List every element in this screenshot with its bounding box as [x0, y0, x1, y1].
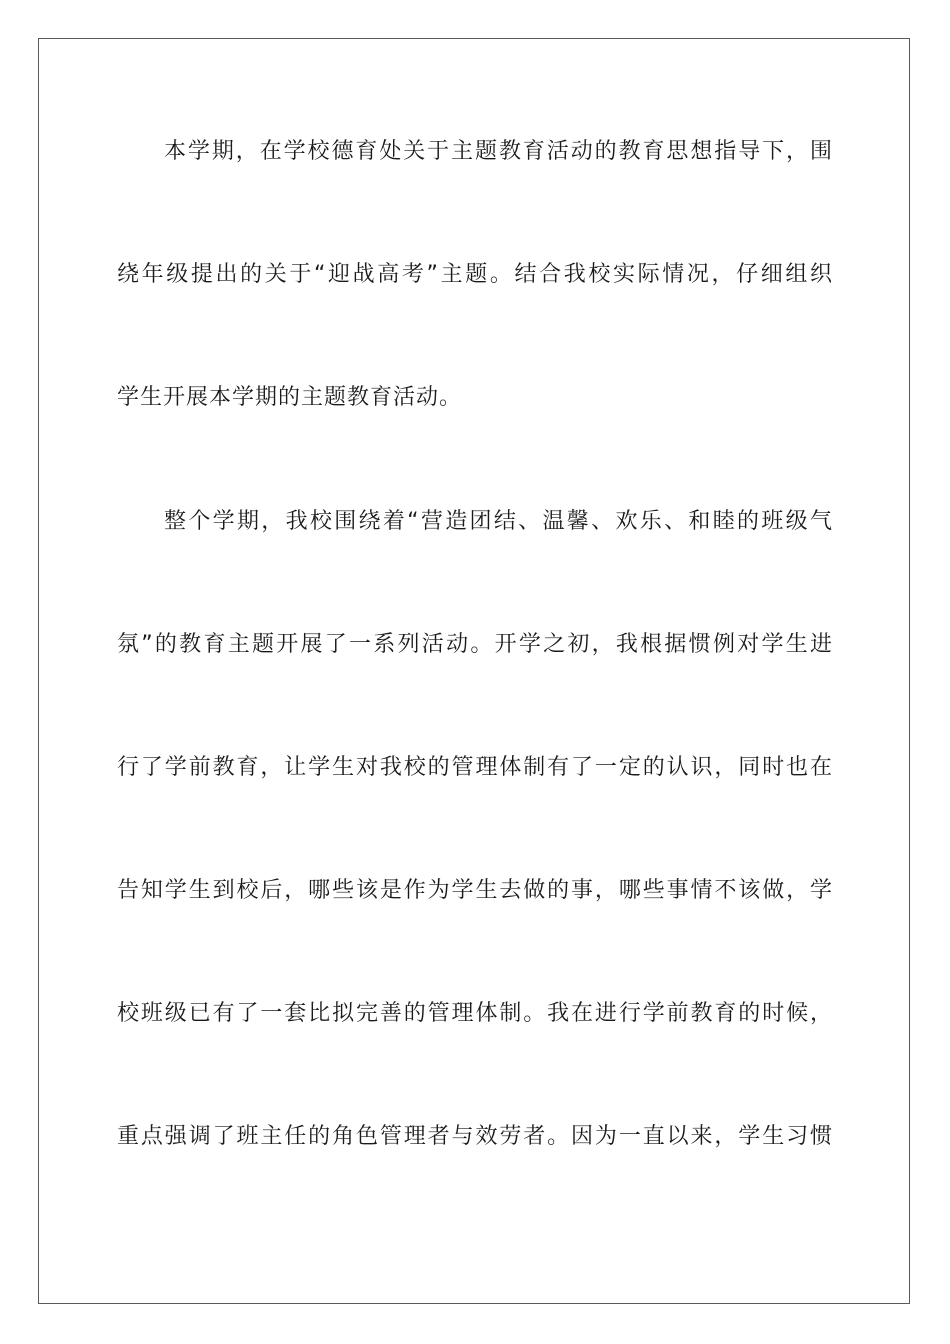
text-line: 行了学前教育，让学生对我校的管理体制有了一定的认识，同时也在 [117, 755, 833, 780]
text-line: 绕年级提出的关于“迎战高考”主题。结合我校实际情况，仔细组织 [117, 262, 833, 287]
text-line: 重点强调了班主任的角色管理者与效劳者。因为一直以来，学生习惯 [117, 1124, 833, 1149]
text-line: 告知学生到校后，哪些该是作为学生去做的事，哪些事情不该做，学 [117, 878, 833, 903]
text-line: 氛”的教育主题开展了一系列活动。开学之初，我根据惯例对学生进 [117, 632, 833, 657]
page-border [38, 38, 910, 1304]
text-line: 整个学期，我校围绕着“营造团结、温馨、欢乐、和睦的班级气 [164, 509, 833, 534]
text-line: 学生开展本学期的主题教育活动。 [117, 385, 463, 410]
text-line: 本学期，在学校德育处关于主题教育活动的教育思想指导下，围 [164, 139, 833, 164]
text-line: 校班级已有了一套比拟完善的管理体制。我在进行学前教育的时候， [117, 1001, 833, 1026]
